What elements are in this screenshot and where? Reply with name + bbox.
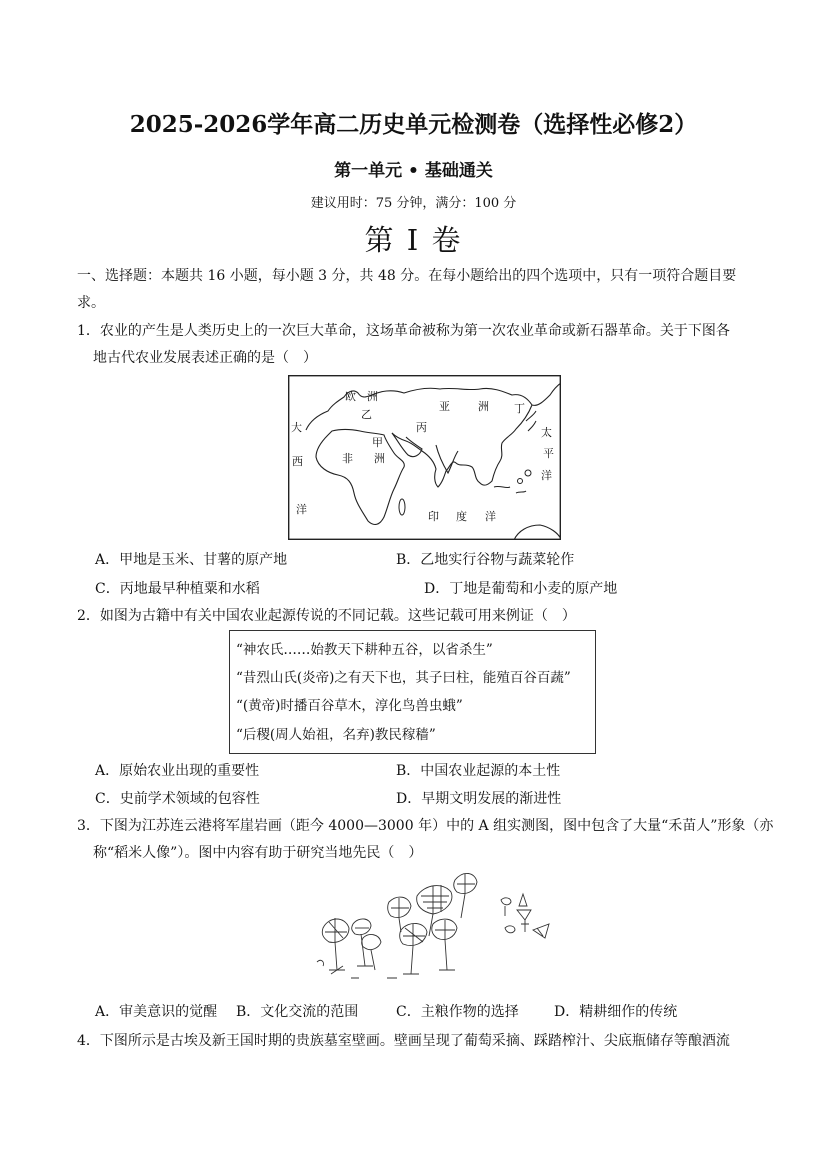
rock-art-head-4 [322,919,349,942]
q2-quote-2: “昔烈山氏(炎帝)之有天下也，其子曰柱，能殖百谷百蔬” [236,670,571,686]
rock-art-figure [305,866,550,988]
rock-art-small-1 [501,898,511,916]
label-asia-2: 洲 [478,400,489,413]
q2-quote-4: “后稷(周人始祖，名弃)教民稼穑” [236,727,436,743]
q2-stem: 2．如图为古籍中有关中国农业起源传说的不同记载。这些记载可用来例证（ ） [77,608,576,624]
q2-option-c[interactable]: C．史前学术领域的包容性 [95,791,260,807]
rock-art-head-8 [362,935,381,950]
q2-option-a[interactable]: A．原始农业出现的重要性 [95,763,260,779]
rock-art-fan [533,924,549,938]
label-pacific-2: 平 [543,447,554,460]
q3-option-c[interactable]: C．主粮作物的选择 [396,1004,519,1020]
label-jia: 甲 [372,436,383,449]
label-africa-1: 非 [342,452,353,465]
label-asia-1: 亚 [439,400,450,413]
label-pacific-1: 太 [541,426,552,439]
rock-art-head-7 [432,919,457,939]
q1-stem-line1: 1．农业的产生是人类历史上的一次巨大革命，这场革命被称为第一次农业革命或新石器革命。关于下图各 [77,323,730,339]
rock-art-svg [305,866,550,988]
q1-option-b[interactable]: B．乙地实行谷物与蔬菜轮作 [396,552,575,568]
exam-title: 2025-2026学年高二历史单元检测卷（选择性必修2） [129,111,698,138]
label-indian-3: 洋 [485,510,496,523]
q3-option-a[interactable]: A．审美意识的觉醒 [95,1004,218,1020]
q2-option-d[interactable]: D．早期文明发展的渐进性 [396,791,562,807]
label-atlantic-3: 洋 [296,503,307,516]
label-yi: 乙 [361,408,372,421]
q1-option-a[interactable]: A．甲地是玉米、甘薯的原产地 [95,552,288,568]
q1-stem-line2: 地古代农业发展表述正确的是（ ） [93,350,317,366]
unit-subtitle: 第一单元 • 基础通关 [334,161,493,181]
q2-option-b[interactable]: B．中国农业起源的本土性 [396,763,561,779]
q1-option-d[interactable]: D．丁地是葡萄和小麦的原产地 [424,581,618,597]
world-map-svg [288,375,561,540]
rock-art-head-1 [417,886,452,914]
q3-stem-line2: 称“稻米人像”）。图中内容有助于研究当地先民（ ） [93,845,423,861]
label-indian-2: 度 [456,510,467,523]
label-bing: 丙 [416,421,427,434]
label-pacific-3: 洋 [541,469,552,482]
q2-quote-3: “(黄帝)时播百谷草木，淳化鸟兽虫蛾” [236,698,463,714]
rock-art-tree [517,894,531,932]
q1-option-c[interactable]: C．丙地最早种植粟和水稻 [95,581,260,597]
q3-option-d[interactable]: D．精耕细作的传统 [554,1004,678,1020]
q4-stem-line1: 4．下图所示是古埃及新王国时期的贵族墓室壁画。壁画呈现了葡萄采摘、踩踏榨汁、尖底瓶储存等酿酒流 [77,1033,730,1049]
volume-heading: 第 I 卷 [364,223,463,257]
rock-art-small-2 [505,926,515,933]
world-map-figure [288,375,561,540]
label-europe-2: 洲 [367,390,378,403]
q3-stem-line1: 3．下图为江苏连云港将军崖岩画（距今 4000—3000 年）中的 A 组实测图，图中包含了大量“禾苗人”形象（亦 [77,818,774,834]
q3-option-b[interactable]: B．文化交流的范围 [236,1004,359,1020]
q2-quote-1: “神农氏……始教天下耕种五谷，以省杀生” [236,642,493,658]
time-info: 建议用时：75 分钟，满分：100 分 [310,196,517,211]
label-indian-1: 印 [428,510,439,523]
section-instruction-line1: 一、选择题：本题共 16 小题，每小题 3 分，共 48 分。在每小题给出的四个选项中，只有一项符合题目要 [77,268,737,284]
label-europe-1: 欧 [345,390,356,403]
label-atlantic-2: 西 [292,455,303,468]
label-africa-2: 洲 [374,452,385,465]
rock-art-head-5 [352,919,371,935]
label-ding: 丁 [514,402,525,415]
map-frame [289,376,561,540]
label-atlantic-1: 大 [291,421,302,434]
section-instruction-line2: 求。 [77,295,105,311]
